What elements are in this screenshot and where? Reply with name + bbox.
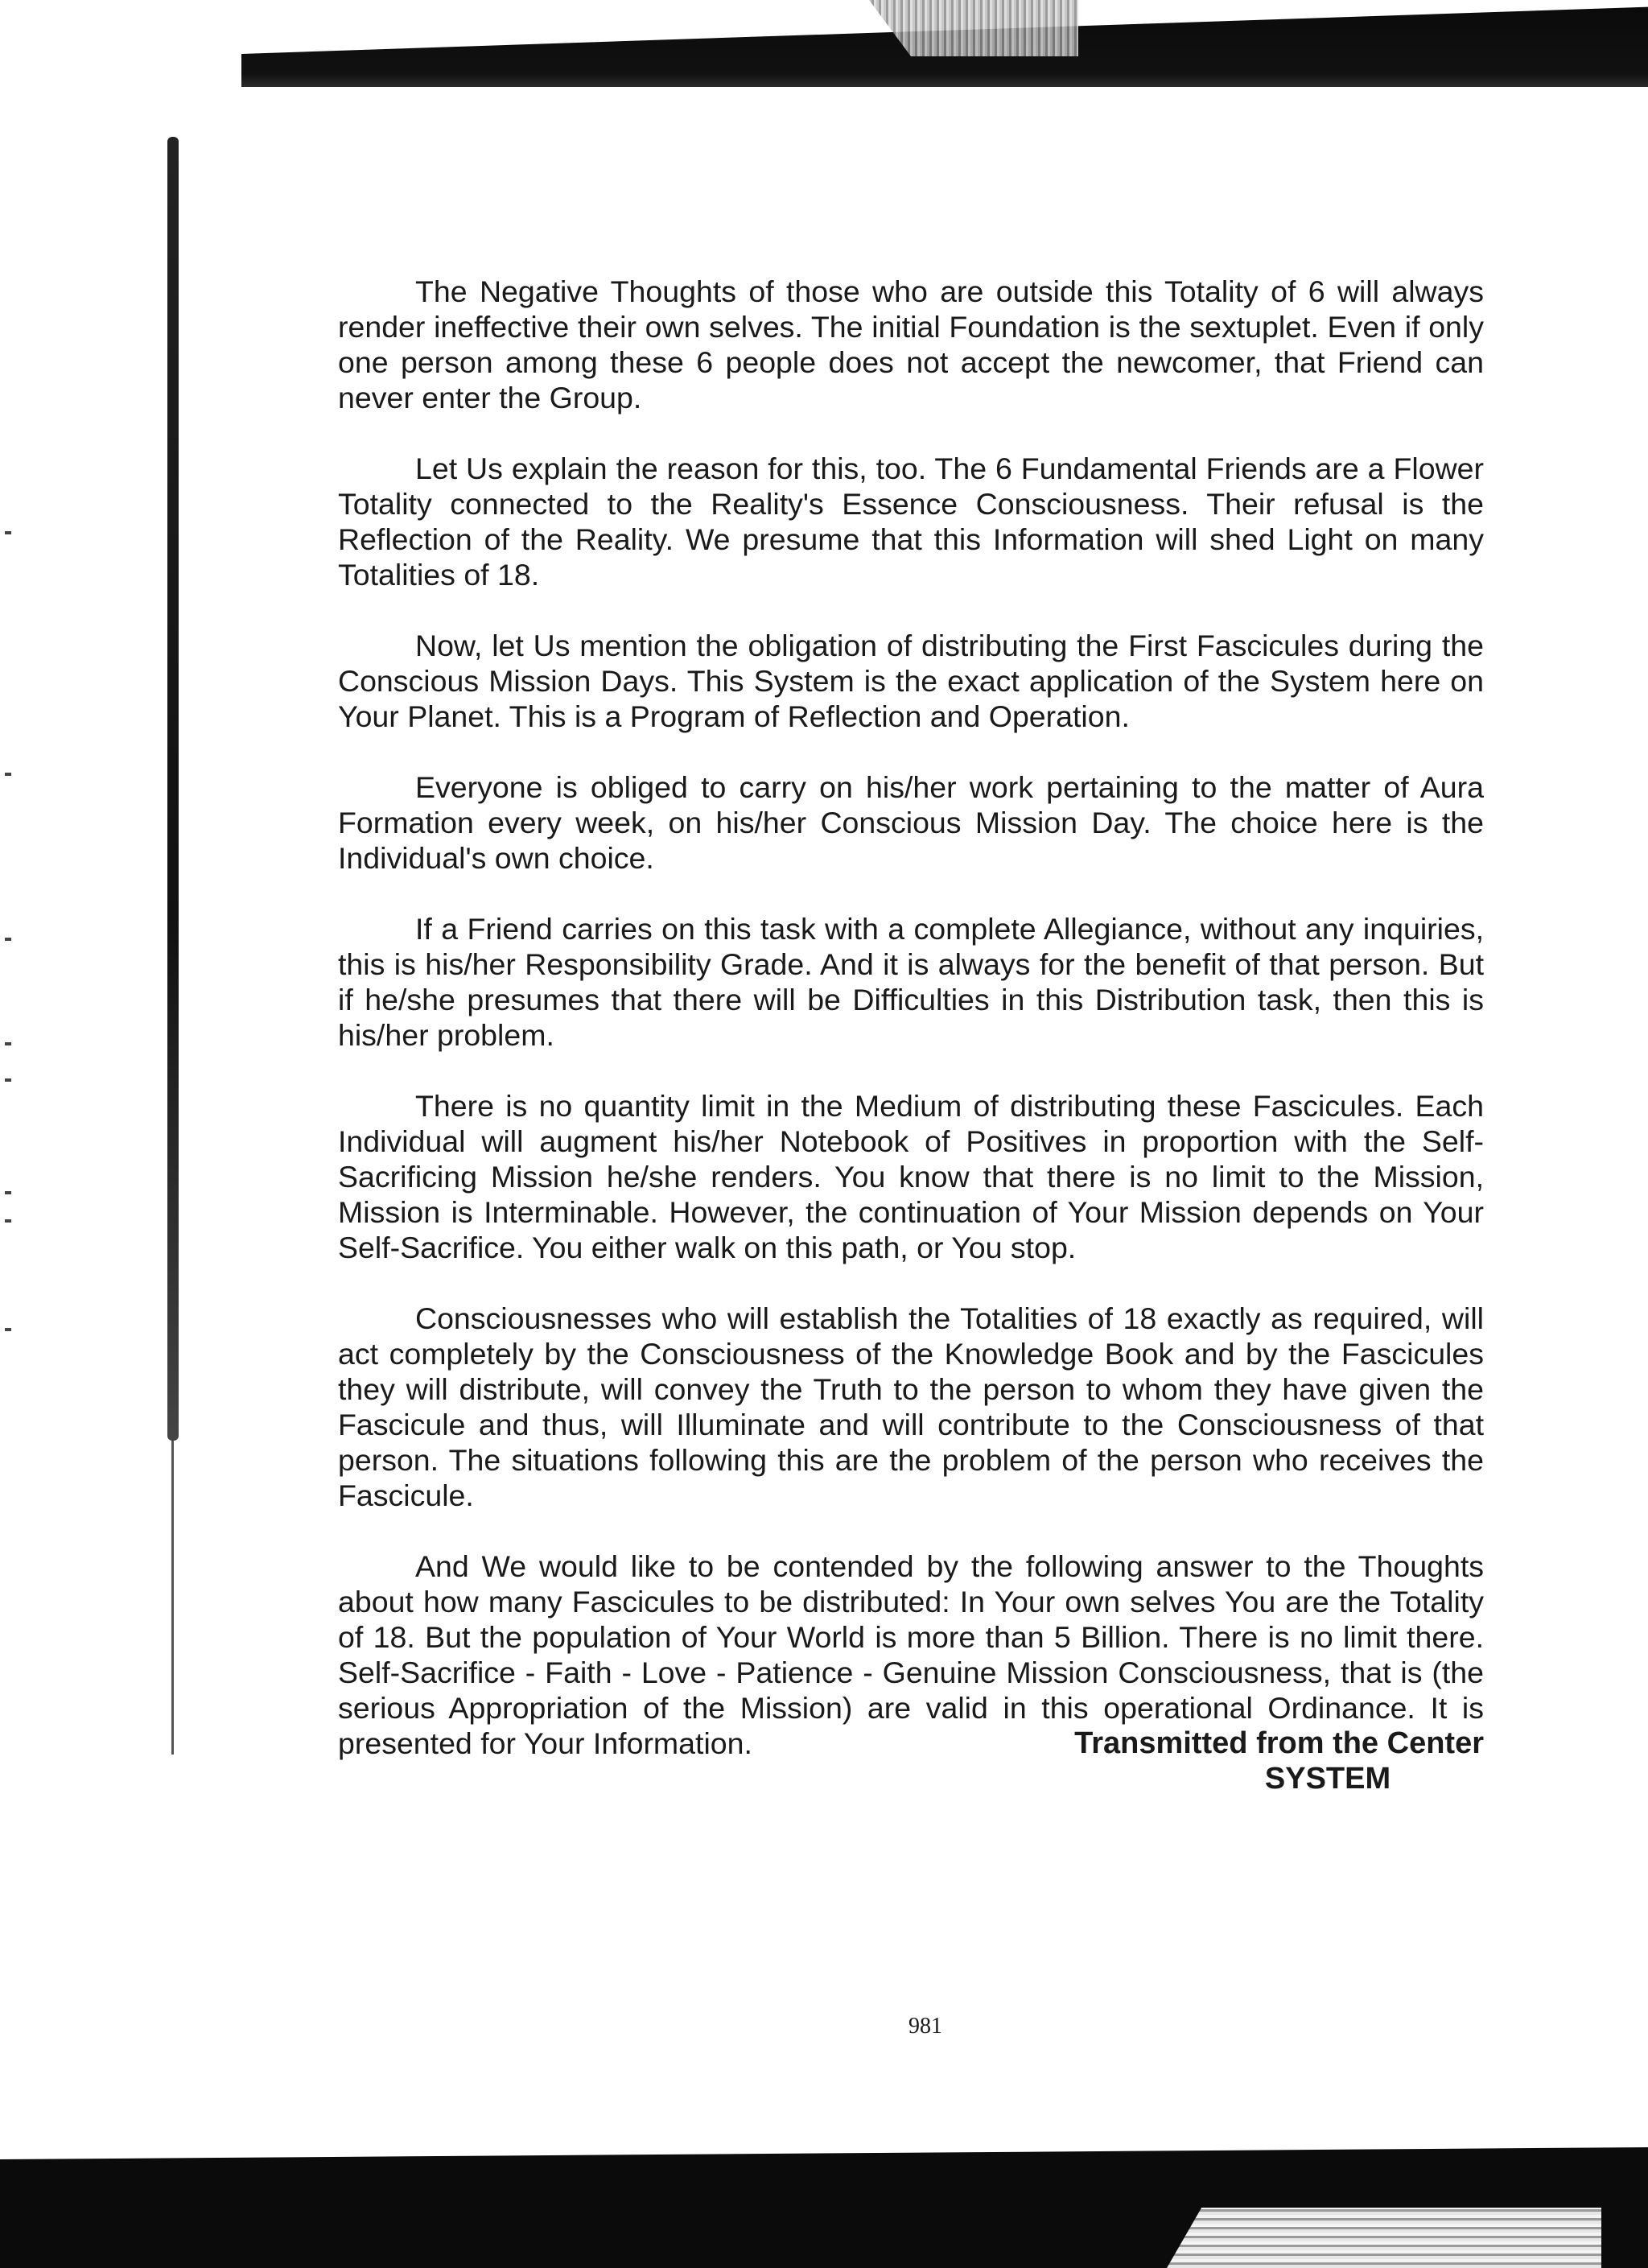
paragraph: If a Friend carries on this task with a complete Allegiance, without any inquiries, this is his/her Responsibility Grade. And it is always for the benefit of that person. But if he/she presumes that there will be Difficulties in this Distribution task, then this is his/her problem. bbox=[338, 912, 1484, 1052]
binding-shadow bbox=[167, 137, 179, 1441]
paragraph: The Negative Thoughts of those who are outside this Totality of 6 will always render ineffective their own selves. The initial Foundation is the sextuplet. Even if only one person among these 6 people does not accept the newcomer, that Friend can never enter the Group. bbox=[338, 274, 1484, 414]
paragraph: And We would like to be contended by the following answer to the Thoughts about how many Fascicules to be distributed: In Your own selves You are the Totality of 18. But the population of Your World is more than 5 Billion. There is no limit there. Self-Sacrifice - Faith - Love - Patience - Genuine Mission Consciousness, that is (the serious Appropriation of the Mission) are valid in this operational Ordinance. It is presented for Your Information. bbox=[338, 1549, 1484, 1760]
paragraph: Consciousnesses who will establish the Totalities of 18 exactly as required, will act completely by the Consciousness of the Knowledge Book and by the Fascicules they will distribute, will convey the Truth to the person to whom they have given the Fascicule and thus, will Illuminate and will contribute to the Consciousness of that person. The situations following this are the problem of the person who receives the Fascicule. bbox=[338, 1301, 1484, 1512]
margin-mark bbox=[5, 531, 11, 534]
paragraph: Let Us explain the reason for this, too. The 6 Fundamental Friends are a Flower Totality connected to the Reality's Essence Consciousness. Their refusal is the Reflection of the Reality. We presume that this Information will shed Light on many Totalities of 18. bbox=[338, 452, 1484, 592]
binding-shadow-thin bbox=[171, 1441, 174, 1755]
page-number: 981 bbox=[908, 2014, 942, 2039]
margin-mark bbox=[5, 938, 11, 941]
document-body bbox=[338, 274, 1484, 1796]
margin-mark bbox=[5, 1078, 11, 1082]
margin-mark bbox=[5, 773, 11, 776]
margin-mark bbox=[5, 1042, 11, 1045]
scan-glare-bottom bbox=[1167, 2208, 1601, 2268]
signature-line: Transmitted from the Center bbox=[1074, 1726, 1484, 1760]
paragraph: There is no quantity limit in the Medium of distributing these Fascicules. Each Individual will augment his/her Notebook of Positives in proportion with the Self-Sacrificing Mission he/she renders. You know that there is no limit to the Mission, Mission is Interminable. However, the continuation of Your Mission depends on Your Self-Sacrifice. You either walk on this path, or You stop. bbox=[338, 1089, 1484, 1264]
margin-mark bbox=[5, 1328, 11, 1331]
paragraph: Now, let Us mention the obligation of distributing the First Fascicules during the Conscious Mission Days. This System is the exact application of the System here on Your Planet. This is a Program of Reflection and Operation. bbox=[338, 629, 1484, 733]
signature-block bbox=[1043, 1726, 1484, 1796]
margin-mark bbox=[5, 1219, 11, 1223]
margin-mark bbox=[5, 1191, 11, 1194]
paragraph: Everyone is obliged to carry on his/her work pertaining to the matter of Aura Formation every week, on his/her Conscious Mission Day. The choice here is the Individual's own choice. bbox=[338, 770, 1484, 875]
signature-name: SYSTEM bbox=[1264, 1762, 1391, 1796]
